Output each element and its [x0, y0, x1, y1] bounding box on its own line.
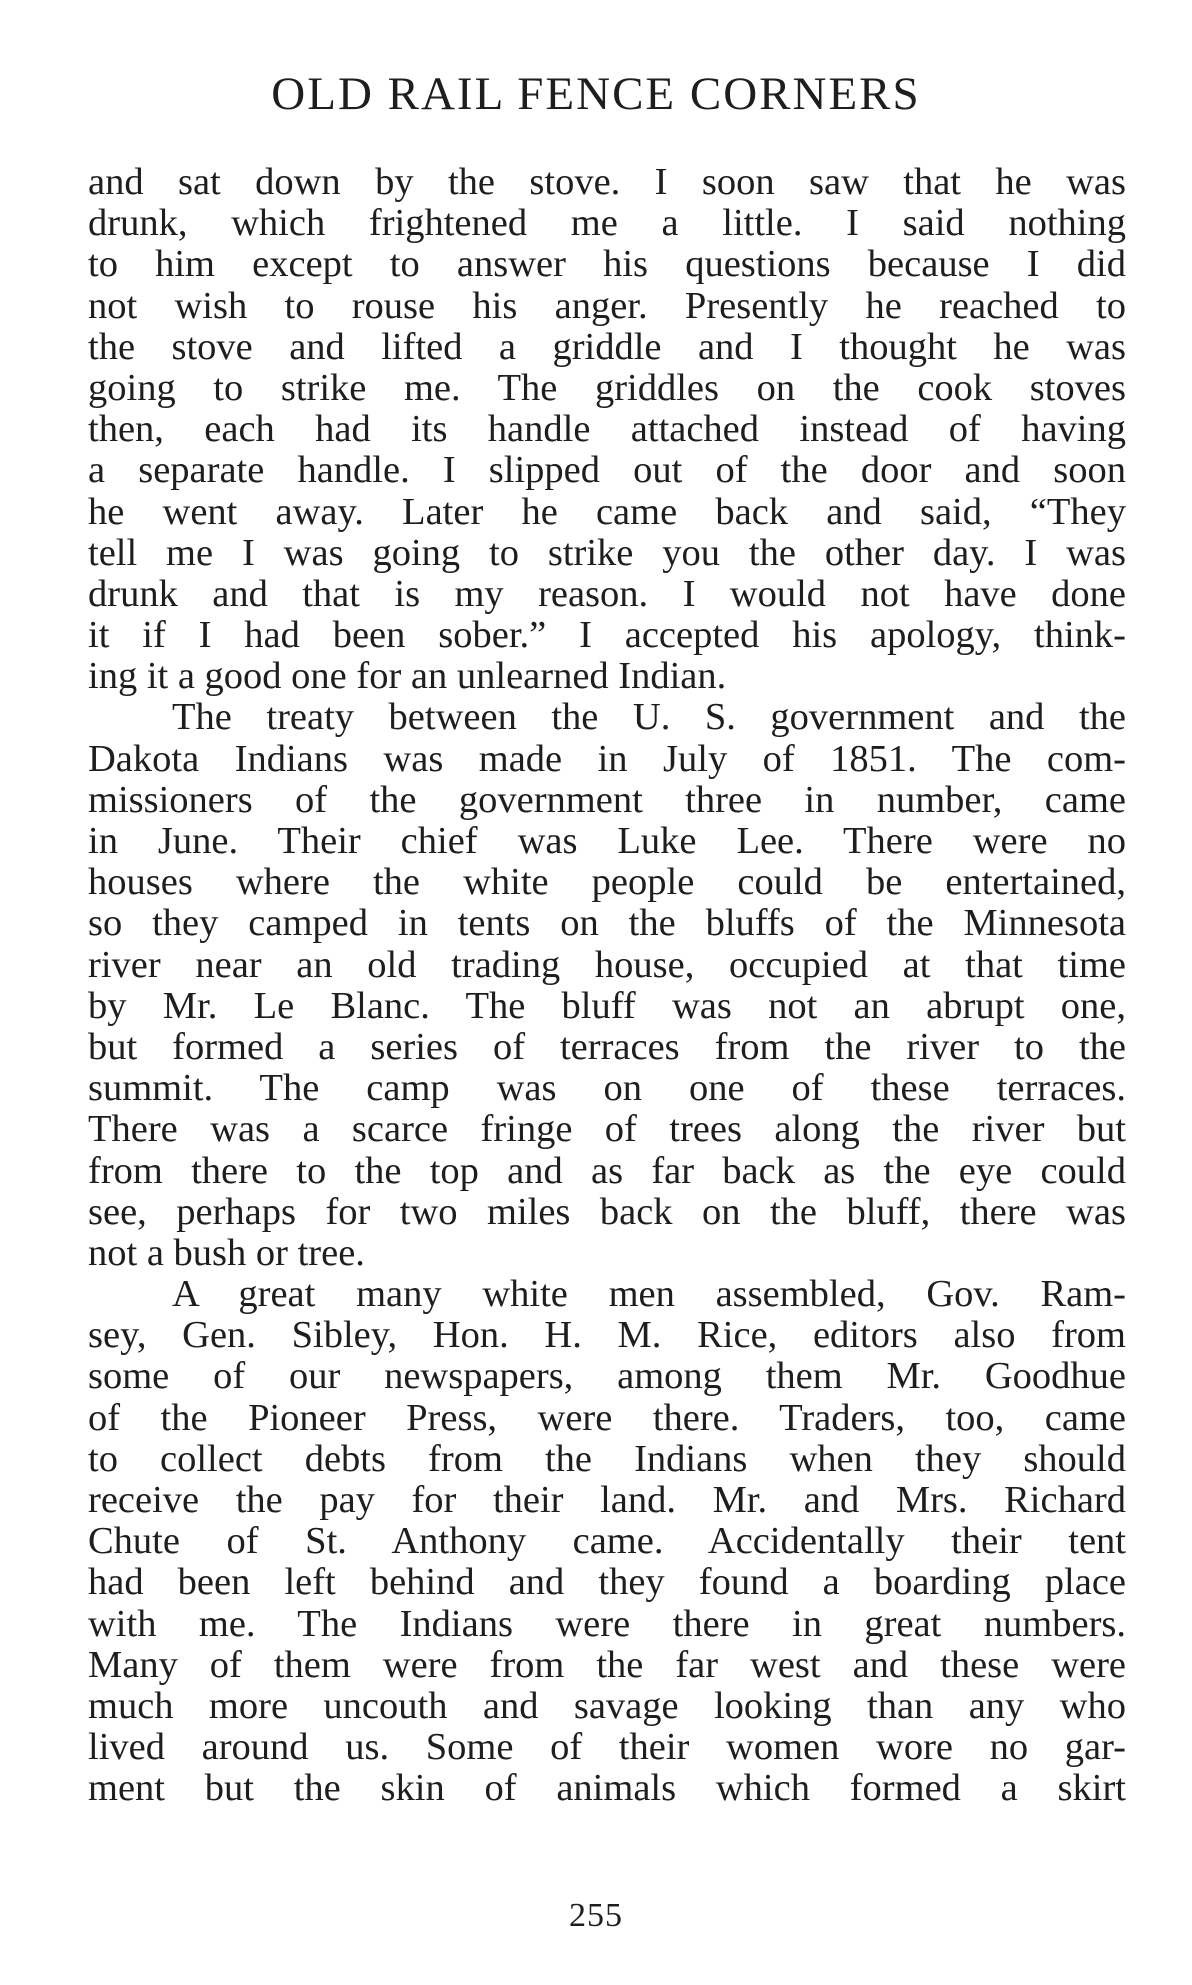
- body-text: [88, 162, 1126, 1810]
- text-line: Chute of St. Anthony came. Accidentally their tent: [88, 1520, 1126, 1563]
- text-line: and sat down by the stove. I soon saw that he was: [88, 161, 1126, 203]
- text-line: Many of them were from the far west and these were: [88, 1643, 1126, 1686]
- text-line: by Mr. Le Blanc. The bluff was not an abrupt one,: [88, 984, 1126, 1027]
- text-line: some of our newspapers, among them Mr. Goodhue: [88, 1355, 1126, 1398]
- text-line: to collect debts from the Indians when they should: [88, 1437, 1126, 1480]
- text-line: not wish to rouse his anger. Presently he reached to: [88, 284, 1126, 327]
- text-line: ing it a good one for an unlearned Indian.: [88, 655, 727, 698]
- text-line: in June. Their chief was Luke Lee. There were no: [88, 820, 1126, 862]
- running-head: OLD RAIL FENCE CORNERS: [271, 68, 921, 120]
- text-line: from there to the top and as far back as the eye could: [88, 1149, 1126, 1192]
- text-line: much more uncouth and savage looking than any who: [88, 1684, 1126, 1727]
- text-line: he went away. Later he came back and said, “They: [88, 490, 1126, 533]
- text-line: not a bush or tree.: [88, 1231, 365, 1274]
- text-line: it if I had been sober.” I accepted his apology, think-: [88, 614, 1126, 657]
- text-line: A great many white men assembled, Gov. Ram-: [172, 1273, 1126, 1316]
- text-line: The treaty between the U. S. government and the: [172, 696, 1126, 739]
- text-line: with me. The Indians were there in great numbers.: [88, 1602, 1126, 1645]
- text-line: drunk and that is my reason. I would not have done: [88, 572, 1126, 615]
- text-line: sey, Gen. Sibley, Hon. H. M. Rice, editors also from: [88, 1314, 1126, 1357]
- text-line: had been left behind and they found a boarding place: [88, 1561, 1126, 1604]
- text-line: see, perhaps for two miles back on the bluff, there was: [88, 1190, 1126, 1233]
- text-line: missioners of the government three in number, came: [88, 778, 1126, 821]
- text-line: summit. The camp was on one of these terraces.: [88, 1067, 1126, 1110]
- text-line: a separate handle. I slipped out of the door and soon: [88, 449, 1126, 492]
- page-number: 255: [569, 1897, 623, 1934]
- text-line: drunk, which frightened me a little. I said nothing: [88, 202, 1126, 245]
- text-line: receive the pay for their land. Mr. and Mrs. Richard: [88, 1479, 1126, 1521]
- text-line: the stove and lifted a griddle and I thought he was: [88, 325, 1126, 368]
- text-line: of the Pioneer Press, were there. Traders, too, came: [88, 1396, 1126, 1439]
- text-line: to him except to answer his questions because I did: [88, 243, 1126, 286]
- text-line: There was a scarce fringe of trees along the river but: [88, 1108, 1126, 1151]
- text-line: Dakota Indians was made in July of 1851. The com-: [88, 737, 1126, 780]
- text-line: so they camped in tents on the bluffs of the Minnesota: [88, 902, 1126, 945]
- text-line: lived around us. Some of their women wore no gar-: [88, 1726, 1126, 1769]
- text-line: river near an old trading house, occupied at that time: [88, 943, 1126, 986]
- text-line: houses where the white people could be entertained,: [88, 861, 1126, 904]
- text-line: going to strike me. The griddles on the cook stoves: [88, 366, 1126, 409]
- text-line: tell me I was going to strike you the other day. I was: [88, 531, 1126, 574]
- text-line: but formed a series of terraces from the river to the: [88, 1025, 1126, 1068]
- text-line: then, each had its handle attached instead of having: [88, 408, 1126, 451]
- text-line: ment but the skin of animals which formed a skirt: [88, 1767, 1126, 1810]
